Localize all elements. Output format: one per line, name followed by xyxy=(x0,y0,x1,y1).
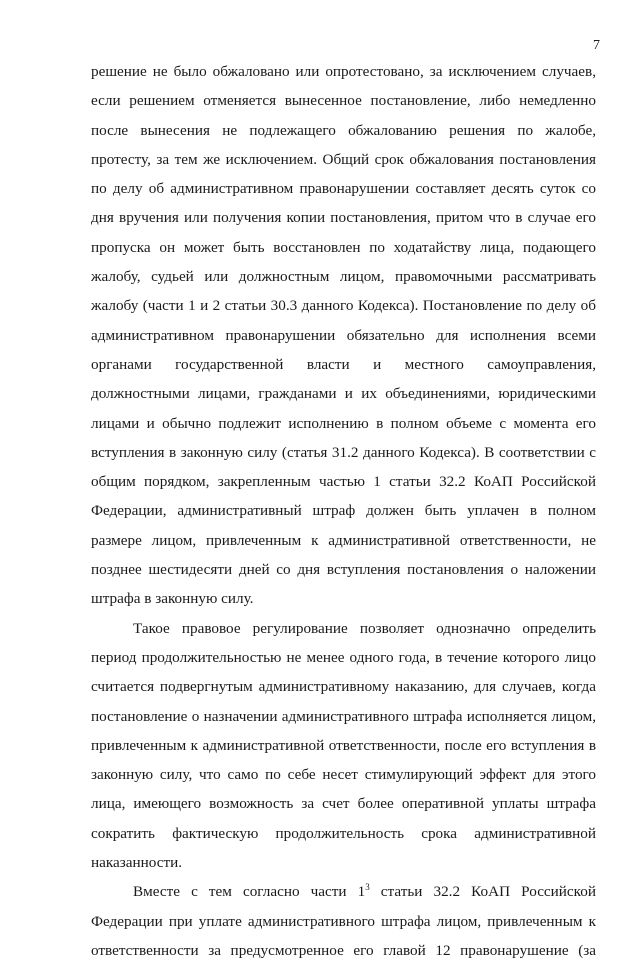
text-line: период продолжительностью не менее одного года, в течение которого лицо xyxy=(91,648,596,666)
text-line: лицами и обычно подлежит исполнению в полном объеме с момента его xyxy=(91,414,596,432)
text-line: ответственности за предусмотренное его главой 12 правонарушение (за xyxy=(91,941,596,959)
text-line: жалобу (части 1 и 2 статьи 30.3 данного Кодекса). Постановление по делу об xyxy=(91,297,596,315)
text-line: должностными лицами, гражданами и их объединениями, юридическими xyxy=(91,385,596,403)
text-line: общим порядком, закрепленным частью 1 статьи 32.2 КоАП Российской xyxy=(91,473,596,491)
text-line: административном правонарушении обязательно для исполнения всеми xyxy=(91,326,596,344)
text-line-with-superscript xyxy=(91,882,596,911)
text-line: позднее шестидесяти дней со дня вступления постановления о наложении xyxy=(91,561,596,579)
text-line: жалобу, судьей или должностным лицом, правомочными рассматривать xyxy=(91,268,596,286)
text-line: сократить фактическую продолжительность срока административной xyxy=(91,824,596,842)
text-line: Федерации при уплате административного штрафа лицом, привлеченным к xyxy=(91,912,596,930)
text-line: после вынесения не подлежащего обжалованию решения по жалобе, xyxy=(91,121,596,139)
text-line: Федерации, административный штраф должен быть уплачен в полном xyxy=(91,502,596,520)
superscript: 3 xyxy=(365,882,370,893)
text-line: решение не было обжаловано или опротестовано, за исключением случаев, xyxy=(91,63,596,80)
body-text xyxy=(91,62,596,970)
text-line: лица, имеющего возможность за счет более оперативной уплаты штрафа xyxy=(91,795,596,813)
text-line: Такое правовое регулирование позволяет однозначно определить xyxy=(133,619,596,637)
text-line: органами государственной власти и местного самоуправления, xyxy=(91,355,596,373)
text-line: пропуска он может быть восстановлен по ходатайству лица, подающего xyxy=(91,238,596,256)
text-line: считается подвергнутым административному наказанию, для случаев, когда xyxy=(91,678,596,696)
text-line: по делу об административном правонарушении составляет десять суток со xyxy=(91,180,596,198)
text-line: наказанности. xyxy=(91,854,183,872)
text-line: дня вручения или получения копии постановления, притом что в случае его xyxy=(91,209,596,227)
text-line: законную силу, что само по себе несет стимулирующий эффект для этого xyxy=(91,766,596,784)
page-number: 7 xyxy=(593,38,600,53)
text-line: вступления в законную силу (статья 31.2 данного Кодекса). В соответствии с xyxy=(91,443,596,461)
text-line: постановление о назначении административного штрафа исполняется лицом, xyxy=(91,707,596,725)
text-line: протесту, за тем же исключением. Общий срок обжалования постановления xyxy=(91,150,596,168)
text-segment: статьи 32.2 КоАП Российской xyxy=(369,883,596,901)
text-line: размере лицом, привлеченным к административной ответственности, не xyxy=(91,531,596,549)
text-line: штрафа в законную силу. xyxy=(91,590,254,608)
text-line: если решением отменяется вынесенное постановление, либо немедленно xyxy=(91,92,596,110)
text-segment: Вместе с тем согласно части 1 xyxy=(133,883,366,901)
text-line: привлеченным к административной ответственности, после его вступления в xyxy=(91,736,596,754)
